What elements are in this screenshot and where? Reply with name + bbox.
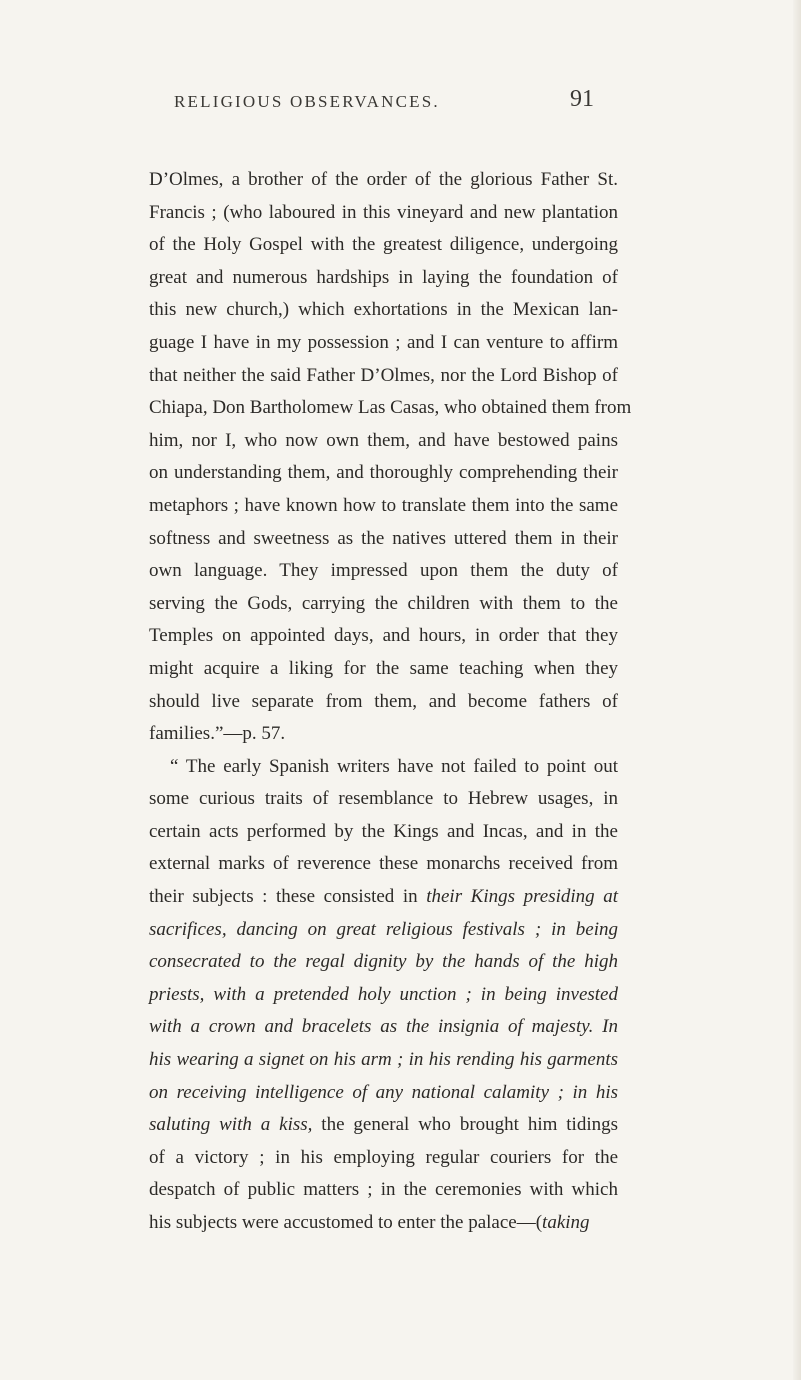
text-segment: his subjects were accustomed to enter the palace—( bbox=[149, 1212, 543, 1233]
italic-text: their Kings presiding at bbox=[426, 886, 618, 908]
italic-text: saluting with a kiss, bbox=[149, 1114, 313, 1136]
italic-text: with a crown and bracelets as the insignia of majesty. In bbox=[149, 1016, 618, 1038]
text-line bbox=[149, 620, 618, 653]
text-line bbox=[149, 294, 618, 327]
text-segment: him, nor I, who now own them, and have bestowed pains bbox=[149, 429, 618, 451]
text-line bbox=[149, 751, 618, 784]
text-line bbox=[149, 262, 618, 295]
text-segment: of the Holy Gospel with the greatest diligence, undergoing bbox=[149, 234, 618, 256]
italic-text: on receiving intelligence of any national calamity ; in his bbox=[149, 1081, 618, 1103]
text-segment: their subjects : these consisted in bbox=[149, 886, 427, 908]
body-text bbox=[149, 164, 632, 1240]
text-segment: serving the Gods, carrying the children with them to the bbox=[149, 592, 618, 614]
page-edge bbox=[793, 0, 801, 1380]
italic-text: consecrated to the regal dignity by the hands of the high bbox=[149, 951, 618, 973]
text-line bbox=[149, 686, 618, 719]
text-line bbox=[149, 1011, 618, 1044]
text-segment: Francis ; (who laboured in this vineyard and new plantation bbox=[149, 201, 618, 223]
text-segment: own language. They impressed upon them the duty of bbox=[149, 560, 618, 582]
text-line bbox=[149, 1174, 618, 1207]
text-line bbox=[149, 164, 618, 197]
text-line bbox=[149, 1044, 618, 1077]
text-segment: softness and sweetness as the natives uttered them in their bbox=[149, 527, 618, 549]
text-line bbox=[149, 490, 618, 523]
text-segment: “ The early Spanish writers have not failed to point out bbox=[170, 755, 618, 777]
text-segment: might acquire a liking for the same teaching when they bbox=[149, 657, 618, 679]
text-segment: of a victory ; in his employing regular couriers for the bbox=[149, 1146, 618, 1168]
text-line bbox=[149, 588, 618, 621]
text-line bbox=[149, 457, 618, 490]
text-segment: Temples on appointed days, and hours, in order that they bbox=[149, 625, 618, 647]
text-line bbox=[149, 360, 618, 393]
text-line bbox=[149, 881, 618, 914]
text-segment: certain acts performed by the Kings and Incas, and in the bbox=[149, 820, 618, 842]
text-line bbox=[149, 425, 618, 458]
text-segment: great and numerous hardships in laying the foundation of bbox=[149, 266, 618, 288]
text-line bbox=[149, 1207, 618, 1240]
text-segment: D’Olmes, a brother of the order of the glorious Father St. bbox=[149, 169, 618, 190]
text-segment: metaphors ; have known how to translate them into the same bbox=[149, 494, 618, 516]
page-number: 91 bbox=[570, 86, 594, 112]
text-line bbox=[149, 653, 618, 686]
text-line bbox=[149, 327, 618, 360]
text-segment: this new church,) which exhortations in the Mexican lan- bbox=[149, 299, 618, 321]
text-line bbox=[149, 555, 618, 588]
text-segment: external marks of reverence these monarchs received from bbox=[149, 853, 618, 875]
text-segment: families.”—p. 57. bbox=[149, 723, 286, 745]
italic-text: priests, with a pretended holy unction ; in being invested bbox=[149, 983, 618, 1005]
text-line bbox=[149, 1109, 618, 1142]
text-line bbox=[149, 392, 632, 425]
text-segment: despatch of public matters ; in the ceremonies with which bbox=[149, 1179, 618, 1201]
text-segment: that neither the said Father D’Olmes, nor the Lord Bishop of bbox=[149, 364, 618, 386]
text-line bbox=[149, 229, 618, 262]
text-segment: should live separate from them, and become fathers of bbox=[149, 690, 618, 712]
text-line bbox=[149, 523, 618, 556]
italic-text: his wearing a signet on his arm ; in his rending his garments bbox=[149, 1049, 618, 1071]
text-segment: Chiapa, Don Bartholomew Las Casas, who obtained them from bbox=[149, 397, 632, 419]
text-line bbox=[149, 848, 618, 881]
text-line bbox=[149, 979, 618, 1012]
text-line bbox=[149, 946, 618, 979]
running-head: RELIGIOUS OBSERVANCES. bbox=[174, 92, 440, 111]
text-line bbox=[149, 197, 618, 230]
text-line bbox=[149, 783, 618, 816]
page-header bbox=[174, 88, 594, 128]
text-segment: some curious traits of resemblance to Hebrew usages, in bbox=[149, 788, 618, 810]
text-segment: the general who brought him tidings bbox=[312, 1114, 619, 1136]
italic-text: sacrifices, dancing on great religious festivals ; in being bbox=[149, 918, 618, 940]
text-segment: guage I have in my possession ; and I can venture to affirm bbox=[149, 331, 618, 353]
text-line bbox=[149, 1077, 618, 1110]
text-line bbox=[149, 816, 618, 849]
text-line bbox=[149, 1142, 618, 1175]
text-line bbox=[149, 718, 618, 751]
text-line bbox=[149, 914, 618, 947]
italic-text: taking bbox=[542, 1212, 590, 1233]
text-segment: on understanding them, and thoroughly comprehending their bbox=[149, 462, 618, 484]
